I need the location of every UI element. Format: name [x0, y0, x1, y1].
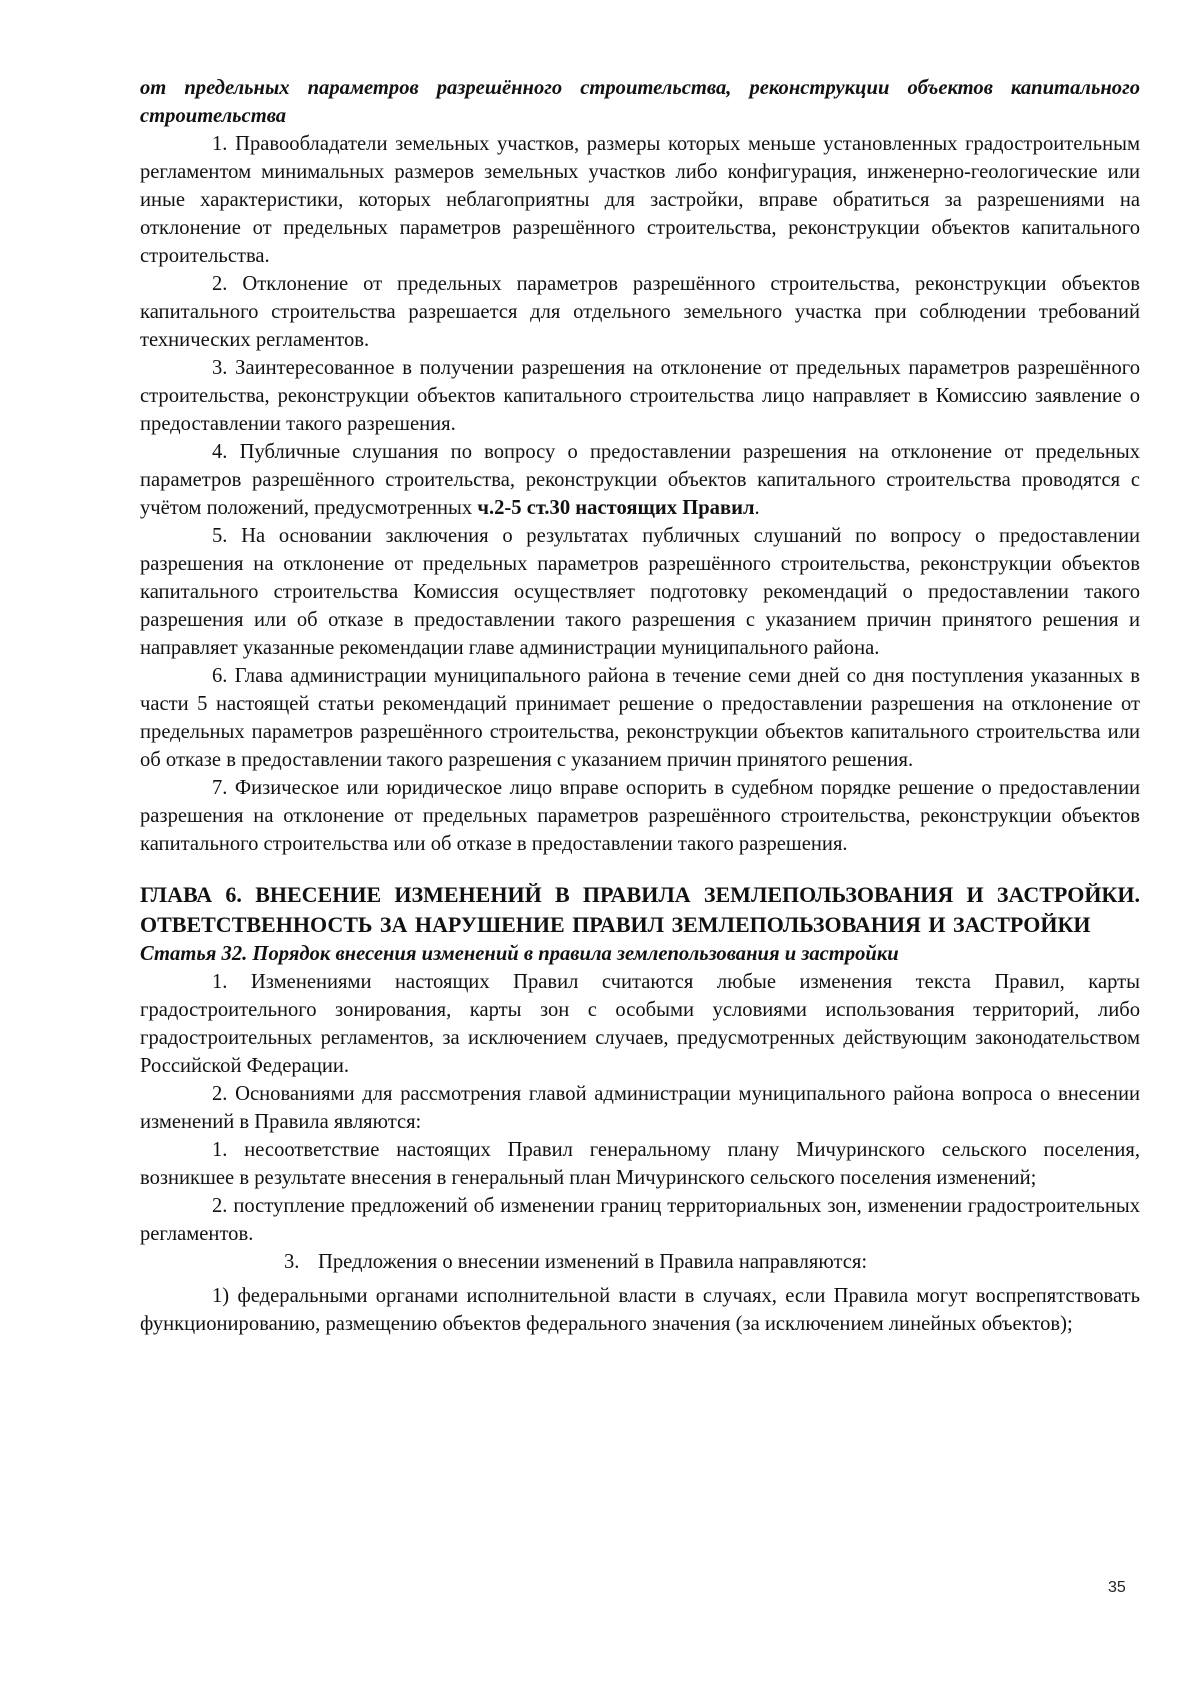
page-number: 35 [1108, 1579, 1126, 1596]
article-paragraph-3 [140, 1248, 1140, 1276]
article-subitem-2: 2. поступление предложений об изменении границ территориальных зон, изменении градостроительных регламентов. [140, 1195, 1140, 1245]
chapter-title: ГЛАВА 6. ВНЕСЕНИЕ ИЗМЕНЕНИЙ В ПРАВИЛА ЗЕМЛЕПОЛЬЗОВАНИЯ И ЗАСТРОЙКИ. ОТВЕТСТВЕННОСТЬ ЗА НАРУШЕНИЕ ПРАВИЛ ЗЕМЛЕПОЛЬЗОВАНИЯ И ЗАСТРОЙКИ [140, 882, 1140, 937]
article-paragraph-last: 1) федеральными органами исполнительной власти в случаях, если Правила могут воспрепятствовать функционированию, размещению объектов федерального значения (за исключением линейных объектов); [140, 1285, 1140, 1335]
paragraph-5: 5. На основании заключения о результатах публичных слушаний по вопросу о предоставлении разрешения на отклонение от предельных параметров разрешённого строительства, реконструкции объектов капитального строительства Комиссия осуществляет подготовку рекомендаций о предоставлении такого разрешения или об отказе в предоставлении такого разрешения с указанием причин принятого решения и направляет указанные рекомендации главе администрации муниципального района. [140, 525, 1140, 659]
article-paragraph-3-number: 3. [284, 1251, 300, 1273]
article-subitem-1: 1. несоответствие настоящих Правил генеральному плану Мичуринского сельского поселения, возникшее в результате внесения в генеральный план Мичуринского сельского поселения изменений; [140, 1139, 1140, 1189]
paragraph-4-text: 4. Публичные слушания по вопросу о предоставлении разрешения на отклонение от предельных параметров разрешённого строительства, реконструкции объектов капитального строительства проводятся с учётом положений, предусмотренных [140, 441, 1140, 519]
paragraph-4-reference: ч.2-5 ст.30 настоящих Правил [477, 497, 755, 519]
paragraph-7: 7. Физическое или юридическое лицо вправе оспорить в судебном порядке решение о предоставлении разрешения на отклонение от предельных параметров разрешённого строительства, реконструкции объектов капитального строительства или об отказе в предоставлении такого разрешения. [140, 777, 1140, 855]
paragraph-6: 6. Глава администрации муниципального района в течение семи дней со дня поступления указанных в части 5 настоящей статьи рекомендаций принимает решение о предоставлении разрешения на отклонение от предельных параметров разрешённого строительства, реконструкции объектов капитального строительства или об отказе в предоставлении такого разрешения с указанием причин принятого решения. [140, 665, 1140, 771]
paragraph-4 [140, 438, 1140, 522]
paragraph-4-end: . [754, 497, 760, 519]
paragraph-3: 3. Заинтересованное в получении разрешения на отклонение от предельных параметров разрешённого строительства, реконструкции объектов капитального строительства лицо направляет в Комиссию заявление о предоставлении такого разрешения. [140, 357, 1140, 435]
article-paragraph-1: 1. Изменениями настоящих Правил считаются любые изменения текста Правил, карты градостроительного зонирования, карты зон с особыми условиями использования территорий, либо градостроительных регламентов, за исключением случаев, предусмотренных действующим законодательством Российской Федерации. [140, 971, 1140, 1077]
paragraph-2: 2. Отклонение от предельных параметров разрешённого строительства, реконструкции объектов капитального строительства разрешается для отдельного земельного участка при соблюдении требований технических регламентов. [140, 273, 1140, 351]
article-paragraph-2: 2. Основаниями для рассмотрения главой администрации муниципального района вопроса о внесении изменений в Правила являются: [140, 1083, 1140, 1133]
section-heading: от предельных параметров разрешённого строительства, реконструкции объектов капитального строительства [140, 77, 1140, 127]
article-title: Статья 32. Порядок внесения изменений в правила землепользования и застройки [140, 943, 899, 965]
paragraph-1: 1. Правообладатели земельных участков, размеры которых меньше установленных градостроительным регламентом минимальных размеров земельных участков либо конфигурация, инженерно-геологические или иные характеристики, которых неблагоприятны для застройки, вправе обратиться за разрешениями на отклонение от предельных параметров разрешённого строительства, реконструкции объектов капитального строительства. [140, 133, 1140, 267]
document-page [140, 74, 1140, 1338]
article-paragraph-3-text: Предложения о внесении изменений в Правила направляются: [318, 1251, 868, 1273]
